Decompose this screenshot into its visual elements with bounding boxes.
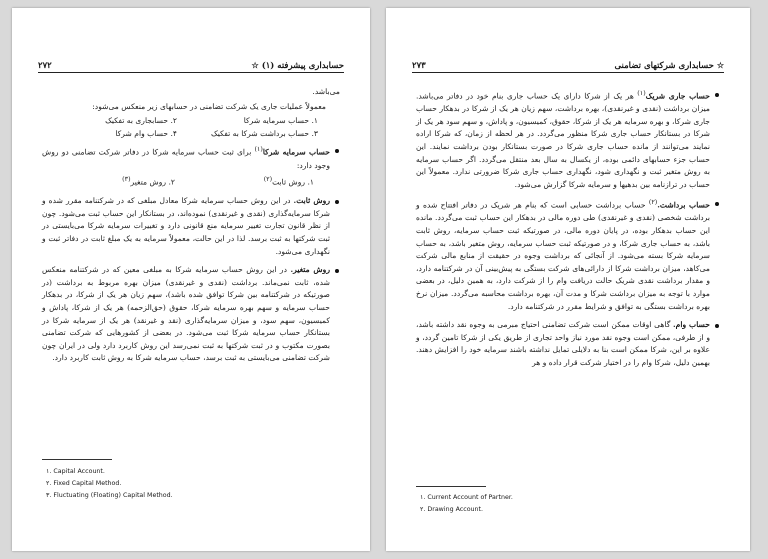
right-running-header bbox=[412, 58, 724, 73]
left-page-body bbox=[42, 86, 340, 367]
withdrawal-section bbox=[416, 197, 720, 313]
footnote: ۳. Fluctuating (Floating) Capital Method. bbox=[46, 492, 173, 499]
current-heading: حساب جاری شریک bbox=[645, 91, 710, 101]
methods-list bbox=[42, 174, 340, 189]
left-page bbox=[12, 8, 370, 551]
account-item: ۴. حساب وام شرکا bbox=[115, 128, 177, 138]
footnote: ۱. Capital Account. bbox=[46, 468, 105, 475]
account-item: ۱. حساب سرمایه شرکا bbox=[243, 116, 318, 126]
footnote: ۲. Drawing Account. bbox=[420, 506, 483, 513]
ops-intro: معمولاً عملیات جاری یک شرکت تضامنی در حسابهای زیر منعکس می‌شود: bbox=[92, 101, 326, 111]
current-account-section bbox=[416, 88, 720, 191]
footnote-ref: (۲) bbox=[648, 199, 658, 207]
footnote: ۲. Fixed Capital Method. bbox=[46, 480, 122, 487]
capital-heading: حساب سرمایه شرکا bbox=[262, 147, 330, 157]
method-item: ۲. روش متغیر$^{(۳)}$ bbox=[122, 176, 175, 187]
withdrawal-text: حساب برداشت حسابی است که بنام هر شریک در دفاتر افتتاح شده و برداشت شخصی (نقدی و غیرنقدی) طی دوره مالی در بدهکار این حساب ثبت می‌گردد. مانده این حساب بدهکار بوده، در پایان دوره مالی، در صورتیکه ثبت حساب سرمایه، روش ثابت باشد، به حساب جاری شرکا، و در صورتیکه ثبت حساب سرمایه، روش متغیر باشد، به حساب سرمایه شرکا بسته می‌شود. از آنجائی که برداشت وجوه در حقیقت از منابع مالی شرکت می‌کاهد، میزان برداشت شرکا از دارائی‌های شرکت بستگی به پیش‌بینی آن در شرکتنامه دارد، و مقدار برداشت نقدی شریک حالت دریافت وام را از شرکت دارد، به همین دلیل، در بعضی موارد با توجه به میزان برداشت شرکا و مدت آن، بهره برداشت محاسبه می‌گردد. میزان نرخ بهره برداشت بستگی به توافق و شرایط مقرر در شرکتنامه دارد. bbox=[416, 200, 710, 311]
intro-line: می‌باشد. bbox=[312, 87, 340, 96]
capital-section bbox=[42, 144, 340, 172]
star-icon: ☆ bbox=[251, 60, 259, 70]
withdrawal-heading: حساب برداشت. bbox=[657, 200, 710, 210]
left-page-number: ۲۷۲ bbox=[38, 61, 52, 71]
right-page bbox=[386, 8, 750, 551]
account-item: ۲. حسابجاری به تفکیک bbox=[105, 116, 177, 126]
right-page-number: ۲۷۳ bbox=[412, 61, 426, 71]
loan-section bbox=[416, 319, 720, 369]
right-page-body bbox=[416, 88, 720, 372]
capital-text: برای ثبت حساب سرمایه شرکا در دفاتر شرکت تضامنی دو روش وجود دارد: bbox=[42, 147, 330, 170]
current-text: هر یک از شرکا دارای یک حساب جاری بنام خود در دفاتر می‌باشد. میزان برداشت (نقدی و غیرنقدی)، بهره برداشت، سهم زیان هر یک از شرکا در بدهکار حساب جاری شرکا، و بهره سرمایه هر یک از شرکا، حقوق، کمیسیون، و پاداش، و سهم سود هر یک از شرکا در بستانکار حساب جاری شرکا منظور می‌گردد. در هر لحظه از زمان، که شرکا اراده نمایند می‌توانند از مانده حساب جاری شرکا در صورت بستانکار بودن برداشت نمایند. این حساب جزء حسابهای دائمی بوده، از یکسال به سال بعد منتقل می‌گردد. اگر حساب سرمایه به روش متغیر ثبت و نگهداری شود، نگهداری حساب جاری شرکا ضرورتی ندارد. معمولاً این حساب در ترازنامه بین بدهیها و سرمایه شرکا گزارش می‌شود. bbox=[416, 91, 710, 189]
right-header-title: حسابداری شرکتهای تضامنی bbox=[614, 61, 714, 71]
left-running-header bbox=[38, 58, 344, 73]
footnote-rule bbox=[42, 459, 112, 460]
footnote-ref: (۱) bbox=[254, 146, 263, 154]
account-item: ۳. حساب برداشت شرکا به تفکیک bbox=[210, 128, 318, 138]
fixed-heading: روش ثابت. bbox=[293, 196, 331, 206]
star-icon: ☆ bbox=[716, 60, 724, 70]
left-header-title: حسابداری پیشرفته (۱) bbox=[261, 61, 344, 71]
fixed-method-section bbox=[42, 195, 340, 258]
accounts-list bbox=[42, 115, 340, 140]
variable-text: در این روش حساب سرمایه شرکا به مبلغی معین که در شرکتنامه منعکس شده، ثابت نمی‌ماند. برداشت (نقدی و غیرنقدی) میزان بهره مربوط به برداشت (در صورتیکه در شرکتنامه بین شرکا توافق شده باشد)، سهم زیان هر یک از شرکا، در بدهکار حساب سرمایه و سهم بهره سرمایه شرکا، حقوق (حق‌الزحمه) هر یک از شرکا، پاداش و کمیسیون، سهم سود، و میزان سرمایه‌گذاری (نقد و غیرنقد) هر یک از سرمایه شرکا در بستانکار حساب سرمایه شرکا ثبت می‌شود. در بعضی از کشورهایی که شرکت تضامنی بصورت مکتوب و در ثبت شرکتها به ثبت نمی‌رسد این روش کاربرد دارد ولی در ایران چون شرکت تضامنی می‌بایستی به ثبت برسد، حساب سرمایه شرکا به روش ثابت کاربرد دارد. bbox=[42, 265, 330, 363]
loan-heading: حساب وام. bbox=[673, 320, 710, 330]
variable-heading: روش متغیر. bbox=[290, 265, 330, 275]
method-item: ۱. روش ثابت$^{(۲)}$ bbox=[263, 176, 314, 187]
left-header-title-group bbox=[252, 60, 344, 72]
right-header-title-group bbox=[614, 60, 724, 72]
loan-text: گاهی اوقات ممکن است شرکت تضامنی احتیاج مبرمی به وجوه نقد داشته باشد، و از طرفی، ممکن است وجوه نقد مورد نیاز واحد تجاری از طریق یکی از شرکا تامین گردد، و علاوه بر این، شرکا ممکن است بنا به دلایلی تمایل نداشته باشند سرمایه خود را افزایش دهند. بهمین دلیل، شرکا وام را در اختیار شرکت قرار داده و هر bbox=[416, 320, 710, 367]
footnote-ref: (۱) bbox=[637, 90, 646, 97]
footnote: ۱. Current Account of Partner. bbox=[420, 494, 513, 501]
variable-method-section bbox=[42, 264, 340, 365]
fixed-text: در این روش حساب سرمایه شرکا معادل مبلغی که در شرکتنامه مقرر شده و شرکا سرمایه‌گذاری (نقدی و غیرنقدی) نموده‌اند، در بستانکار این حساب ثبت می‌شود. چون از نظر قانون تجارت تغییر سرمایه منع قانونی دارد و تغییرات سرمایه شرکا می‌بایستی در ثبت شرکتها به ثبت برسد. لذا در این حالت، معمولاً سرمایه به یک مبلغ ثابت در دفاتر ثبت و نگهداری می‌شود. bbox=[42, 196, 330, 256]
footnote-rule bbox=[416, 486, 486, 487]
